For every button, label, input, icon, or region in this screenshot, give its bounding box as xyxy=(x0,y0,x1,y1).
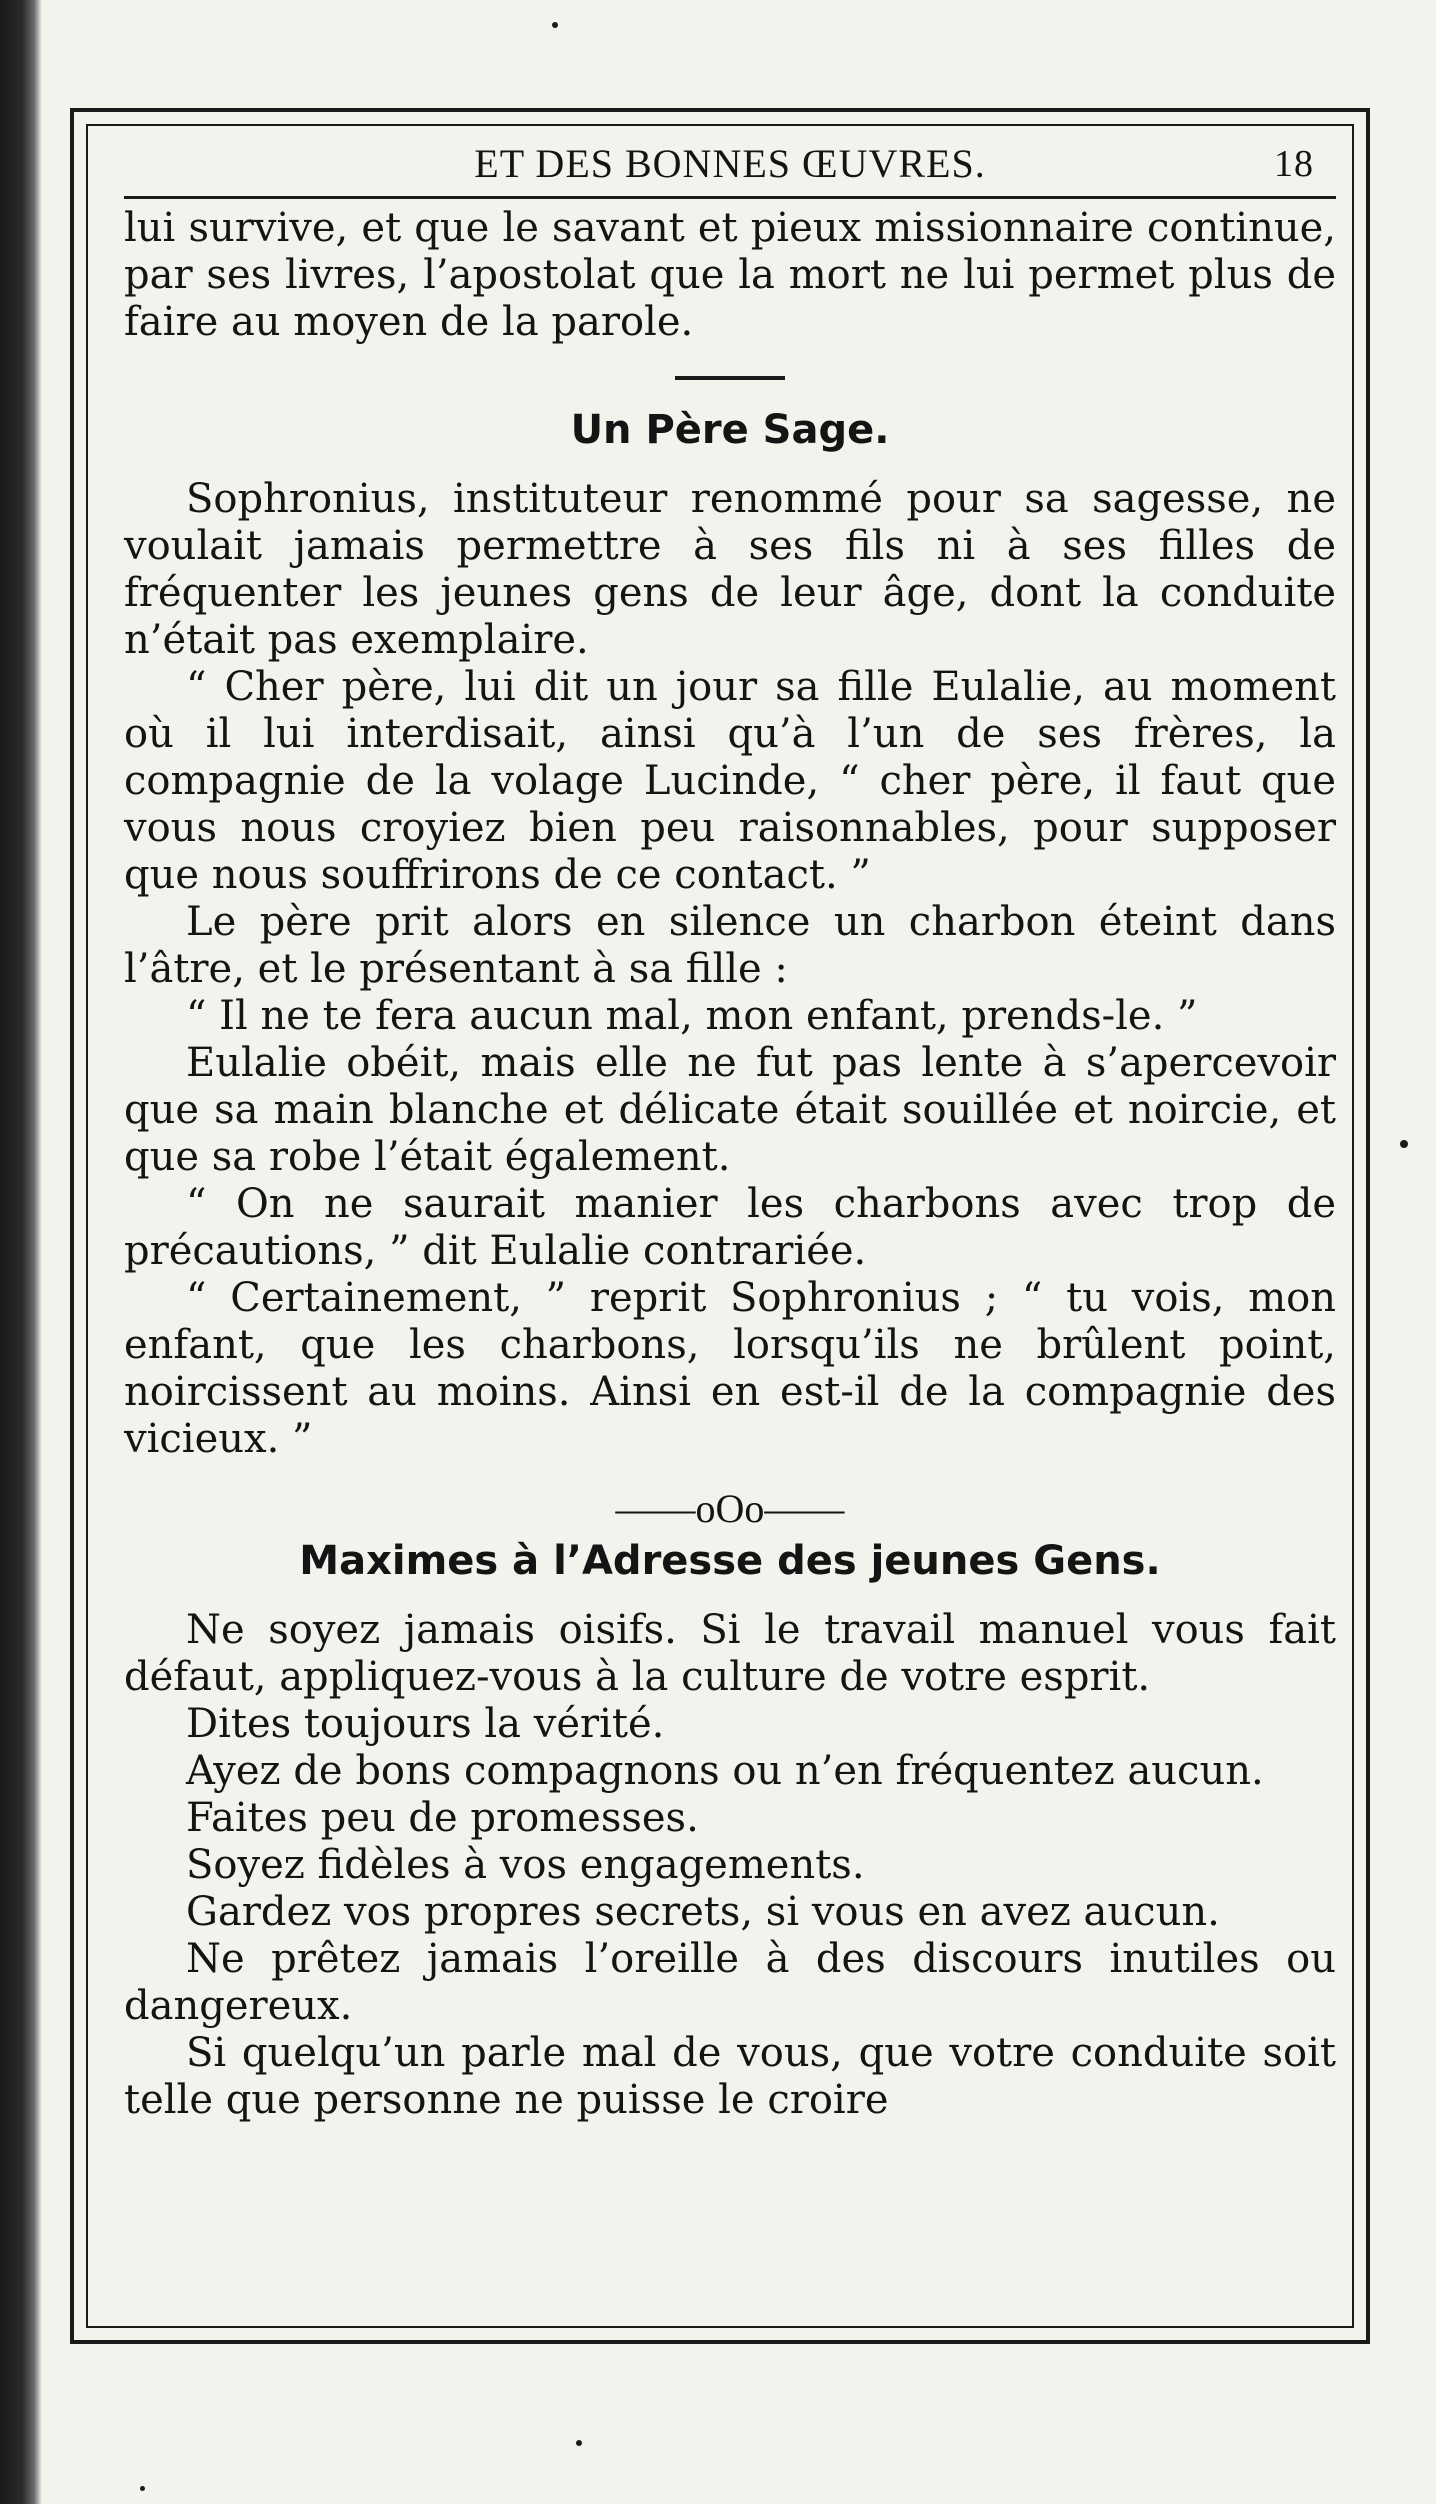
running-head xyxy=(124,132,1336,196)
maxim-item: Dites toujours la vérité. xyxy=(186,1701,665,1747)
story-paragraph: Eulalie obéit, mais elle ne fut pas lente à s’apercevoir que sa main blanche et délicate était souillée et noircie, et que sa robe l’était également. xyxy=(124,1040,1336,1180)
page-number: 18 xyxy=(1274,143,1314,185)
maxim-item: Ne prêtez jamais l’oreille à des discours inutiles ou dangereux. xyxy=(124,1936,1336,2029)
story-body xyxy=(124,476,1336,1463)
book-binding-shadow xyxy=(0,0,42,2504)
story-paragraph: “ Certainement, ” reprit Sophronius ; “ tu vois, mon enfant, que les charbons, lorsqu’ils ne brûlent point, noircissent au moins. Ainsi en est-il de la compagnie des vicieux. ” xyxy=(124,1275,1336,1462)
story-paragraph: Le père prit alors en silence un charbon éteint dans l’âtre, et le présentant à sa fille : xyxy=(124,899,1336,992)
story-paragraph: “ On ne saurait manier les charbons avec trop de précautions, ” dit Eulalie contrariée. xyxy=(124,1181,1336,1274)
section-title-maximes: Maximes à l’Adresse des jeunes Gens. xyxy=(299,1538,1161,1584)
story-paragraph: “ Cher père, lui dit un jour sa fille Eulalie, au moment où il lui interdisait, ainsi qu’à l’un de ses frères, la compagnie de la volage Lucinde, “ cher père, il faut que vous nous croyiez bien peu raisonnables, pour supposer que nous souffrirons de ce contact. ” xyxy=(124,664,1336,898)
ink-speck xyxy=(552,22,558,28)
section-title-un-pere-sage: Un Père Sage. xyxy=(570,407,890,453)
maxim-item: Ayez de bons compagnons ou n’en fréquentez aucun. xyxy=(186,1748,1264,1794)
maxim-item: Gardez vos propres secrets, si vous en avez aucun. xyxy=(186,1889,1220,1935)
header-rule xyxy=(124,196,1336,199)
section-divider xyxy=(675,376,785,380)
maxims-list xyxy=(124,1607,1336,2124)
maxim-item: Faites peu de promesses. xyxy=(186,1795,699,1841)
ink-speck xyxy=(576,2440,582,2446)
story-paragraph: Sophronius, instituteur renommé pour sa sagesse, ne voulait jamais permettre à ses fils ni à ses filles de fréquenter les jeunes gens de leur âge, dont la conduite n’était pas exemplaire. xyxy=(124,476,1336,663)
intro-paragraph: lui survive, et que le savant et pieux missionnaire continue, par ses livres, l’apostolat que la mort ne lui permet plus de faire au moyen de la parole. xyxy=(124,205,1336,345)
running-head-title: ET DES BONNES ŒUVRES. xyxy=(474,141,986,186)
maxim-item: Ne soyez jamais oisifs. Si le travail manuel vous fait défaut, appliquez-vous à la culture de votre esprit. xyxy=(124,1607,1336,1700)
maxim-item: Si quelqu’un parle mal de vous, que votre conduite soit telle que personne ne puisse le croire xyxy=(124,2030,1336,2123)
ink-speck xyxy=(1400,1140,1408,1148)
ink-speck xyxy=(140,2486,145,2491)
story-paragraph: “ Il ne te fera aucun mal, mon enfant, prends-le. ” xyxy=(186,993,1198,1039)
maxim-item: Soyez fidèles à vos engagements. xyxy=(186,1842,865,1888)
page-content xyxy=(124,132,1336,2124)
ornament-divider: ——oOo—— xyxy=(615,1486,845,1531)
